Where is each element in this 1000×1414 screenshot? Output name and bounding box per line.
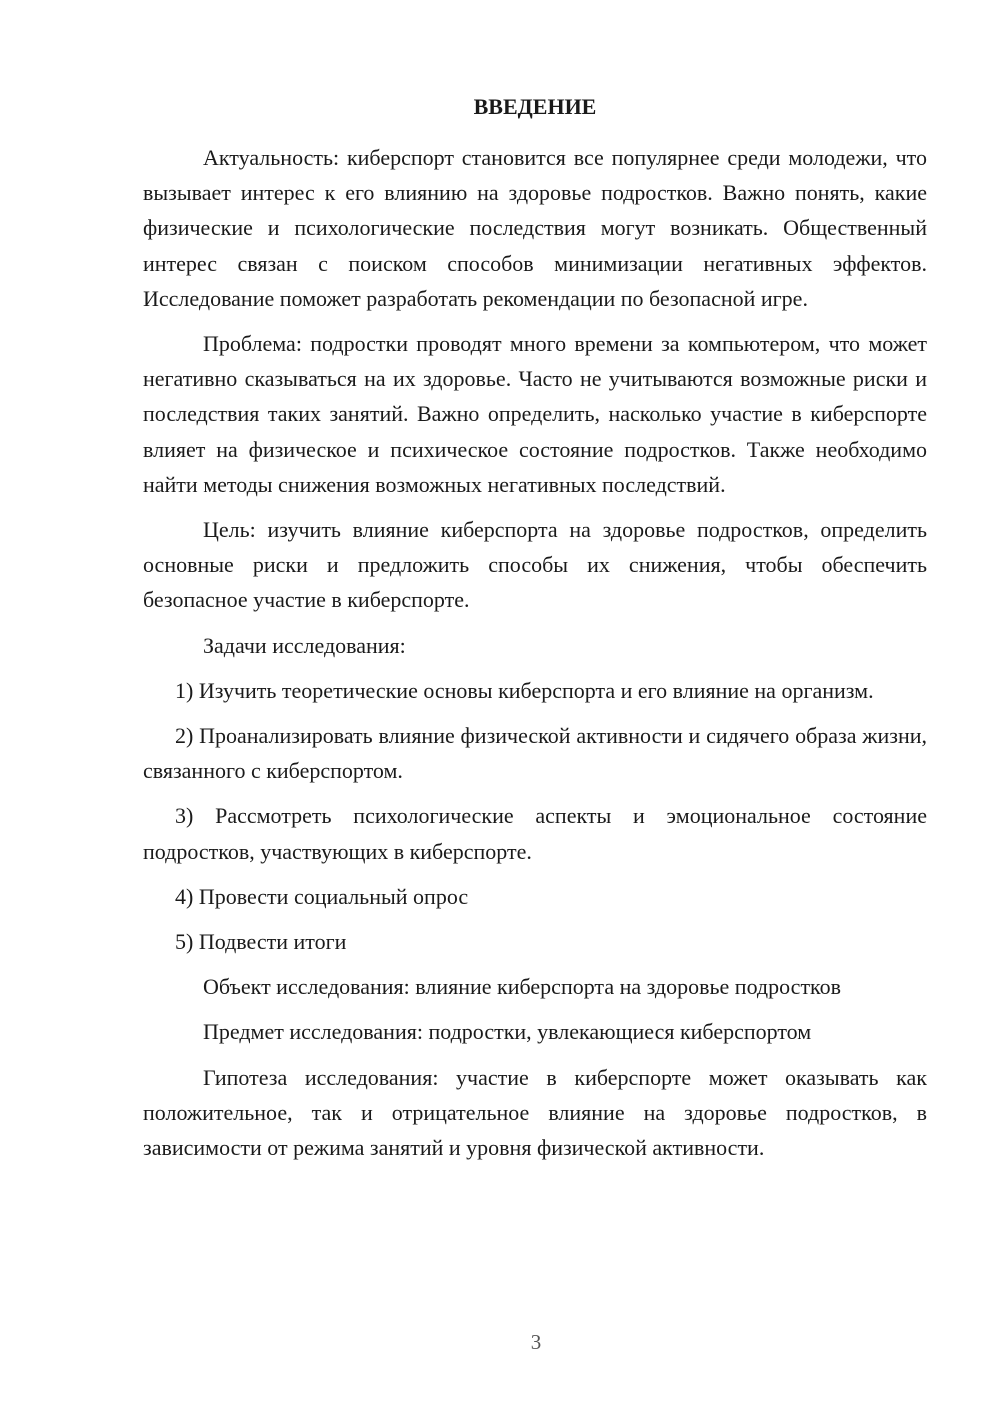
- problem-paragraph: Проблема: подростки проводят много времени за компьютером, что может негативно сказываться на их здоровье. Часто не учитываются возможные риски и последствия таких занятий. Важно определить, насколько участие в киберспорте влияет на физическое и психическое состояние подростков. Также необходимо найти методы снижения возможных негативных последствий.: [143, 331, 927, 497]
- task-item-3: 3) Рассмотреть психологические аспекты и эмоциональное состояние подростков, участвующих в киберспорте.: [143, 803, 927, 864]
- goal-paragraph: Цель: изучить влияние киберспорта на здоровье подростков, определить основные риски и предложить способы их снижения, чтобы обеспечить безопасное участие в киберспорте.: [143, 517, 927, 613]
- page-title: ВВЕДЕНИЕ: [473, 94, 597, 119]
- research-hypothesis: Гипотеза исследования: участие в киберспорте может оказывать как положительное, так и отрицательное влияние на здоровье подростков, в зависимости от режима занятий и уровня физической активности.: [143, 1064, 927, 1161]
- page-number: 3: [530, 1330, 542, 1354]
- task-item-5: 5) Подвести итоги: [175, 929, 347, 955]
- task-item-4: 4) Провести социальный опрос: [175, 883, 469, 909]
- relevance-paragraph: Актуальность: киберспорт становится все популярнее среди молодежи, что вызывает интерес к его влиянию на здоровье подростков. Важно понять, какие физические и психологические последствия могут возникать. Общественный интерес связан с поиском способов минимизации негативных эффектов. Исследование поможет разработать рекомендации по безопасной игре.: [143, 145, 927, 311]
- page-content: [143, 92, 927, 1175]
- tasks-heading: Задачи исследования:: [203, 632, 406, 658]
- research-subject: Предмет исследования: подростки, увлекающиеся киберспортом: [203, 1019, 812, 1045]
- task-item-1: 1) Изучить теоретические основы киберспорта и его влияние на организм.: [175, 677, 874, 703]
- research-object: Объект исследования: влияние киберспорта на здоровье подростков: [203, 974, 842, 1000]
- task-item-2: 2) Проанализировать влияние физической активности и сидячего образа жизни, связанного с киберспортом.: [143, 723, 927, 784]
